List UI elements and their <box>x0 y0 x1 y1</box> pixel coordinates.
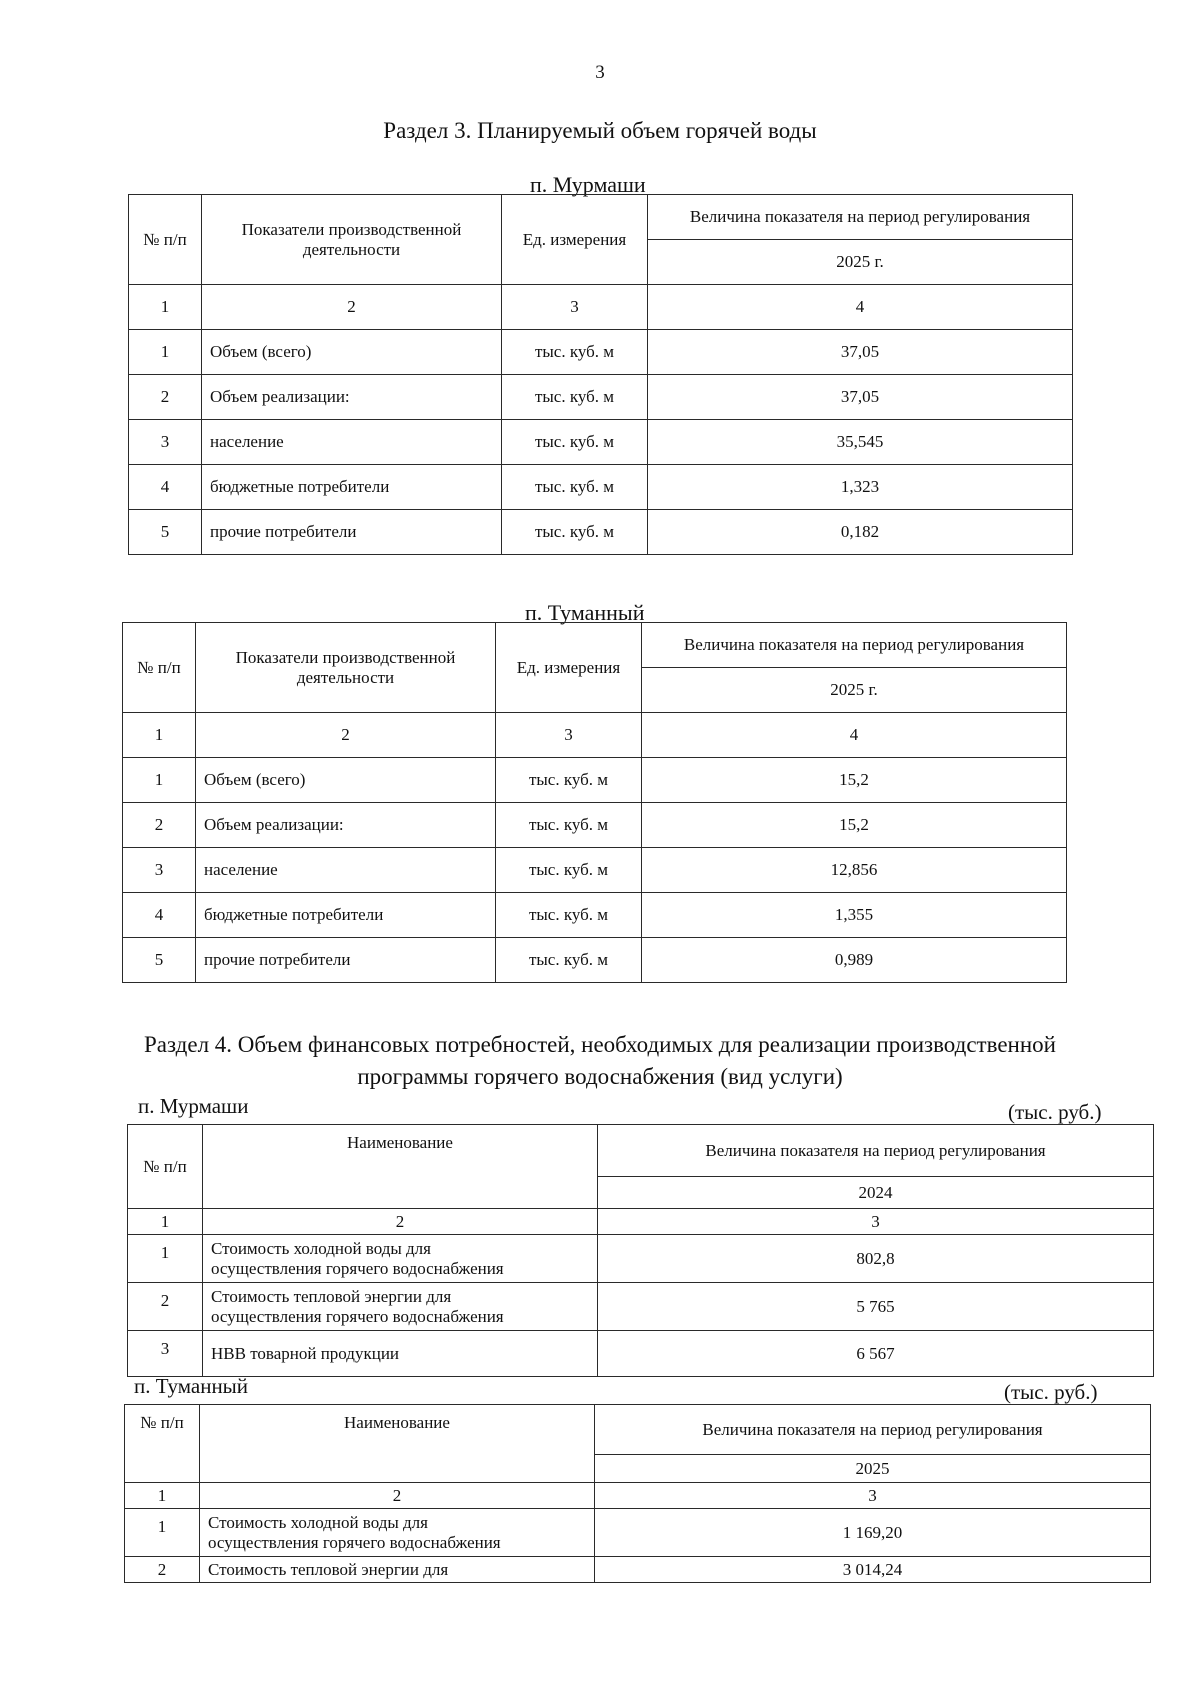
row-name: НВВ товарной продукции <box>203 1331 598 1377</box>
table-row <box>123 848 1067 893</box>
row-name-line1: Стоимость холодной воды для <box>211 1239 431 1259</box>
row-name-line1: Стоимость холодной воды для <box>208 1513 428 1533</box>
row-num: 1 <box>123 758 196 803</box>
row-num: 3 <box>123 848 196 893</box>
table-row <box>128 1283 1154 1331</box>
section-3-title: Раздел 3. Планируемый объем горячей воды <box>383 118 817 143</box>
row-name <box>203 1283 598 1331</box>
row-value: 12,856 <box>642 848 1067 893</box>
row-value: 0,989 <box>642 938 1067 983</box>
row-name: прочие потребители <box>202 510 502 555</box>
header-name: Наименование <box>200 1405 595 1483</box>
row-value: 15,2 <box>642 758 1067 803</box>
header-indicator: Показатели производственной деятельности <box>196 623 496 713</box>
hot-water-volume-table-tumanny <box>122 622 1067 983</box>
row-value: 37,05 <box>648 375 1073 420</box>
table-row <box>129 510 1073 555</box>
row-name: Объем (всего) <box>202 330 502 375</box>
row-name-line2: осуществления горячего водоснабжения <box>211 1306 504 1326</box>
row-name-line2: осуществления горячего водоснабжения <box>211 1258 504 1278</box>
row-value: 35,545 <box>648 420 1073 465</box>
row-num: 5 <box>129 510 202 555</box>
table-row <box>128 1235 1154 1283</box>
header-num: № п/п <box>125 1405 200 1483</box>
header-value: Величина показателя на период регулирования <box>595 1405 1151 1455</box>
row-name: население <box>196 848 496 893</box>
row-name: Стоимость тепловой энергии для <box>200 1557 595 1583</box>
row-num: 1 <box>125 1509 200 1557</box>
header-name: Наименование <box>203 1125 598 1209</box>
row-unit: тыс. куб. м <box>496 938 642 983</box>
row-name: Объем (всего) <box>196 758 496 803</box>
row-num: 2 <box>128 1283 203 1331</box>
header-num: № п/п <box>129 195 202 285</box>
row-num: 1 <box>129 330 202 375</box>
col-number: 2 <box>202 285 502 330</box>
row-value: 1 169,20 <box>595 1509 1151 1557</box>
units-label: (тыс. руб.) <box>1008 1100 1102 1124</box>
row-name: бюджетные потребители <box>202 465 502 510</box>
row-unit: тыс. куб. м <box>496 893 642 938</box>
row-name <box>200 1509 595 1557</box>
table-row <box>123 803 1067 848</box>
table-row <box>129 420 1073 465</box>
row-name <box>203 1235 598 1283</box>
table-caption-murmashi: п. Мурмаши <box>530 172 646 197</box>
financial-needs-table-tumanny <box>124 1404 1151 1583</box>
row-name: население <box>202 420 502 465</box>
row-value: 802,8 <box>598 1235 1154 1283</box>
row-unit: тыс. куб. м <box>496 803 642 848</box>
header-value: Величина показателя на период регулирования <box>598 1125 1154 1177</box>
row-unit: тыс. куб. м <box>502 465 648 510</box>
row-unit: тыс. куб. м <box>502 330 648 375</box>
header-year: 2025 <box>595 1455 1151 1483</box>
table-caption-tumanny: п. Туманный <box>525 600 645 625</box>
header-unit: Ед. измерения <box>502 195 648 285</box>
col-number: 3 <box>502 285 648 330</box>
row-value: 5 765 <box>598 1283 1154 1331</box>
row-unit: тыс. куб. м <box>496 848 642 893</box>
header-year: 2024 <box>598 1177 1154 1209</box>
row-num: 1 <box>128 1235 203 1283</box>
row-value: 1,323 <box>648 465 1073 510</box>
header-year: 2025 г. <box>642 668 1067 713</box>
table-caption-tumanny: п. Туманный <box>134 1374 249 1398</box>
hot-water-volume-table-murmashi <box>128 194 1073 555</box>
header-num: № п/п <box>128 1125 203 1209</box>
table-row <box>129 465 1073 510</box>
table-caption-murmashi: п. Мурмаши <box>138 1094 249 1118</box>
row-name: Объем реализации: <box>196 803 496 848</box>
row-num: 2 <box>123 803 196 848</box>
row-value: 3 014,24 <box>595 1557 1151 1583</box>
header-value: Величина показателя на период регулирования <box>648 195 1073 240</box>
col-number: 1 <box>123 713 196 758</box>
row-num: 3 <box>128 1331 203 1377</box>
col-number: 1 <box>128 1209 203 1235</box>
financial-needs-table-murmashi <box>127 1124 1154 1377</box>
col-number: 2 <box>200 1483 595 1509</box>
page-number: 3 <box>595 62 605 83</box>
row-num: 2 <box>129 375 202 420</box>
table-row <box>123 938 1067 983</box>
table-row <box>129 375 1073 420</box>
col-number: 4 <box>642 713 1067 758</box>
table-row <box>129 330 1073 375</box>
row-name-line2: осуществления горячего водоснабжения <box>208 1532 501 1552</box>
header-value: Величина показателя на период регулирования <box>642 623 1067 668</box>
table-row <box>128 1331 1154 1377</box>
col-number: 4 <box>648 285 1073 330</box>
row-num: 2 <box>125 1557 200 1583</box>
table-row <box>123 893 1067 938</box>
section-4-title-line1: Раздел 4. Объем финансовых потребностей, необходимых для реализации производственной <box>144 1032 1056 1057</box>
row-name-line1: Стоимость тепловой энергии для <box>211 1287 452 1307</box>
table-row <box>123 758 1067 803</box>
row-unit: тыс. куб. м <box>502 510 648 555</box>
col-number: 1 <box>125 1483 200 1509</box>
section-4-title-line2: программы горячего водоснабжения (вид услуги) <box>357 1064 843 1089</box>
header-num: № п/п <box>123 623 196 713</box>
row-value: 15,2 <box>642 803 1067 848</box>
col-number: 3 <box>595 1483 1151 1509</box>
col-number: 2 <box>203 1209 598 1235</box>
row-unit: тыс. куб. м <box>502 420 648 465</box>
table-row <box>125 1509 1151 1557</box>
units-label: (тыс. руб.) <box>1004 1380 1098 1404</box>
row-name: бюджетные потребители <box>196 893 496 938</box>
col-number: 2 <box>196 713 496 758</box>
row-unit: тыс. куб. м <box>496 758 642 803</box>
row-num: 4 <box>129 465 202 510</box>
row-num: 4 <box>123 893 196 938</box>
row-value: 1,355 <box>642 893 1067 938</box>
row-unit: тыс. куб. м <box>502 375 648 420</box>
row-value: 0,182 <box>648 510 1073 555</box>
header-indicator: Показатели производственной деятельности <box>202 195 502 285</box>
row-name: прочие потребители <box>196 938 496 983</box>
row-name: Объем реализации: <box>202 375 502 420</box>
row-value: 37,05 <box>648 330 1073 375</box>
table-row <box>125 1557 1151 1583</box>
col-number: 3 <box>496 713 642 758</box>
col-number: 3 <box>598 1209 1154 1235</box>
header-unit: Ед. измерения <box>496 623 642 713</box>
row-num: 5 <box>123 938 196 983</box>
col-number: 1 <box>129 285 202 330</box>
header-year: 2025 г. <box>648 240 1073 285</box>
row-num: 3 <box>129 420 202 465</box>
row-value: 6 567 <box>598 1331 1154 1377</box>
